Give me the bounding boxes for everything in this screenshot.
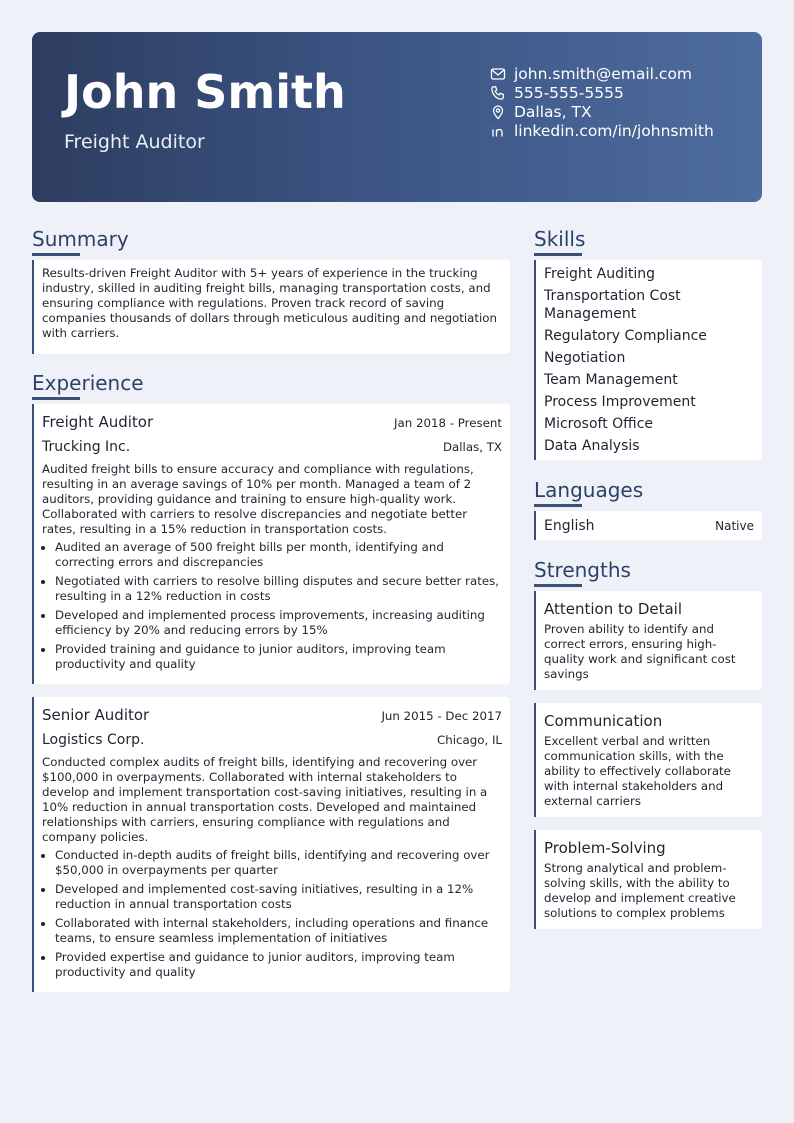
strength-item xyxy=(534,703,762,817)
job-entry-company: Trucking Inc. xyxy=(42,439,131,455)
contact-list xyxy=(490,64,714,141)
candidate-name: John Smith xyxy=(64,65,346,119)
job-entry xyxy=(32,697,510,992)
list-item: • Provided training and guidance to junior auditors, improving team productivity and quality xyxy=(55,642,502,672)
contact-linkedin[interactable] xyxy=(490,122,714,141)
job-entry-title: Senior Auditor xyxy=(42,706,150,724)
contact-phone-text: 555-555-5555 xyxy=(514,83,624,102)
strength-description: Strong analytical and problem-solving skills, with the ability to develop and implement creative solutions to complex problems xyxy=(544,861,736,920)
skill-item: Process Improvement xyxy=(544,394,696,410)
job-entry-dates: Jan 2018 - Present xyxy=(394,416,502,430)
list-item: • Provided expertise and guidance to junior auditors, improving team productivity and quality xyxy=(55,950,502,980)
summary-heading: Summary xyxy=(32,227,129,251)
phone-icon xyxy=(490,85,506,101)
list-item: • Audited an average of 500 freight bills per month, identifying and correcting errors and discrepancies xyxy=(55,540,502,570)
languages-heading-underline xyxy=(534,504,582,507)
skills-heading-underline xyxy=(534,253,582,256)
strength-title: Communication xyxy=(544,712,663,730)
skill-item: Microsoft Office xyxy=(544,416,654,432)
summary-heading-underline xyxy=(32,253,80,256)
skills-list xyxy=(534,260,762,460)
side-column xyxy=(534,226,762,942)
contact-location xyxy=(490,103,714,122)
strength-title: Problem-Solving xyxy=(544,839,666,857)
job-entry-description: Audited freight bills to ensure accuracy and compliance with regulations, resulting in an average savings of 10% per month. Managed a team of 2 auditors, providing guidance and training to ensure high-quality work. Collaborated with carriers to resolve discrepancies and negotiate better rates, resulting in a 15% reduction in transportation costs. xyxy=(42,462,474,536)
job-entry-bullets xyxy=(42,848,502,980)
skill-item: Transportation Cost Management xyxy=(544,288,681,322)
skill-item: Regulatory Compliance xyxy=(544,328,707,344)
job-entry-dates: Jun 2015 - Dec 2017 xyxy=(381,709,502,723)
strength-item xyxy=(534,591,762,690)
strength-description: Proven ability to identify and correct errors, ensuring high-quality work and significant cost savings xyxy=(544,622,736,681)
list-item: • Developed and implemented process improvements, increasing auditing efficiency by 20% and reducing errors by 15% xyxy=(55,608,502,638)
contact-linkedin-text: linkedin.com/in/johnsmith xyxy=(514,122,714,141)
list-item: • Conducted in-depth audits of freight bills, identifying and recovering over $50,000 in overpayments per quarter xyxy=(55,848,502,878)
job-entry-company: Logistics Corp. xyxy=(42,732,145,748)
contact-location-text: Dallas, TX xyxy=(514,103,592,122)
contact-phone[interactable] xyxy=(490,83,714,102)
resume-header xyxy=(32,32,762,202)
strengths-heading: Strengths xyxy=(534,558,631,582)
skills-section xyxy=(534,226,762,460)
job-title: Freight Auditor xyxy=(64,131,205,153)
skill-item: Negotiation xyxy=(544,350,626,366)
job-entry-description: Conducted complex audits of freight bills, identifying and recovering over $100,000 in overpayments. Collaborated with internal stakeholders to develop and implement transportation cost-saving initiatives, resulting in a 10% reduction in annual transportation costs. Developed and maintained relationships with carriers, ensuring compliance with regulations and company policies. xyxy=(42,755,488,844)
contact-email-text: john.smith@email.com xyxy=(514,64,693,83)
job-entry-location: Chicago, IL xyxy=(437,733,502,747)
languages-section xyxy=(534,477,762,540)
skill-item: Team Management xyxy=(544,372,678,388)
job-entry-bullets xyxy=(42,540,502,672)
mail-icon xyxy=(490,66,506,82)
experience-section xyxy=(32,370,510,992)
strengths-section xyxy=(534,557,762,929)
skills-heading: Skills xyxy=(534,227,586,251)
job-entry-location: Dallas, TX xyxy=(442,440,502,454)
language-level: Native xyxy=(715,518,754,533)
strength-description: Excellent verbal and written communication skills, with the ability to effectively collaborate with internal stakeholders and external carriers xyxy=(544,734,731,808)
main-column xyxy=(32,226,510,1005)
strength-item xyxy=(534,830,762,929)
summary-section xyxy=(32,226,510,354)
language-name: English xyxy=(544,517,595,534)
linkedin-icon xyxy=(490,123,506,139)
experience-heading-underline xyxy=(32,397,80,400)
job-entry-title: Freight Auditor xyxy=(42,413,154,431)
list-item: • Developed and implemented cost-saving initiatives, resulting in a 12% reduction in annual transportation costs xyxy=(55,882,502,912)
list-item: • Collaborated with internal stakeholders, including operations and finance teams, to ensure seamless implementation of initiatives xyxy=(55,916,502,946)
language-item xyxy=(534,511,762,540)
location-icon xyxy=(490,104,506,120)
skill-item: Freight Auditing xyxy=(544,266,656,282)
experience-heading: Experience xyxy=(32,371,144,395)
job-entry xyxy=(32,404,510,684)
languages-heading: Languages xyxy=(534,478,644,502)
skill-item: Data Analysis xyxy=(544,438,640,454)
strength-title: Attention to Detail xyxy=(544,600,683,618)
summary-text: Results-driven Freight Auditor with 5+ years of experience in the trucking industry, skilled in auditing freight bills, managing transportation costs, and ensuring compliance with regulations. Proven track record of saving companies thousands of dollars through meticulous auditing and negotiation with carriers. xyxy=(32,260,510,354)
contact-email[interactable] xyxy=(490,64,714,83)
strengths-heading-underline xyxy=(534,584,582,587)
list-item: • Negotiated with carriers to resolve billing disputes and secure better rates, resulting in a 12% reduction in costs xyxy=(55,574,502,604)
